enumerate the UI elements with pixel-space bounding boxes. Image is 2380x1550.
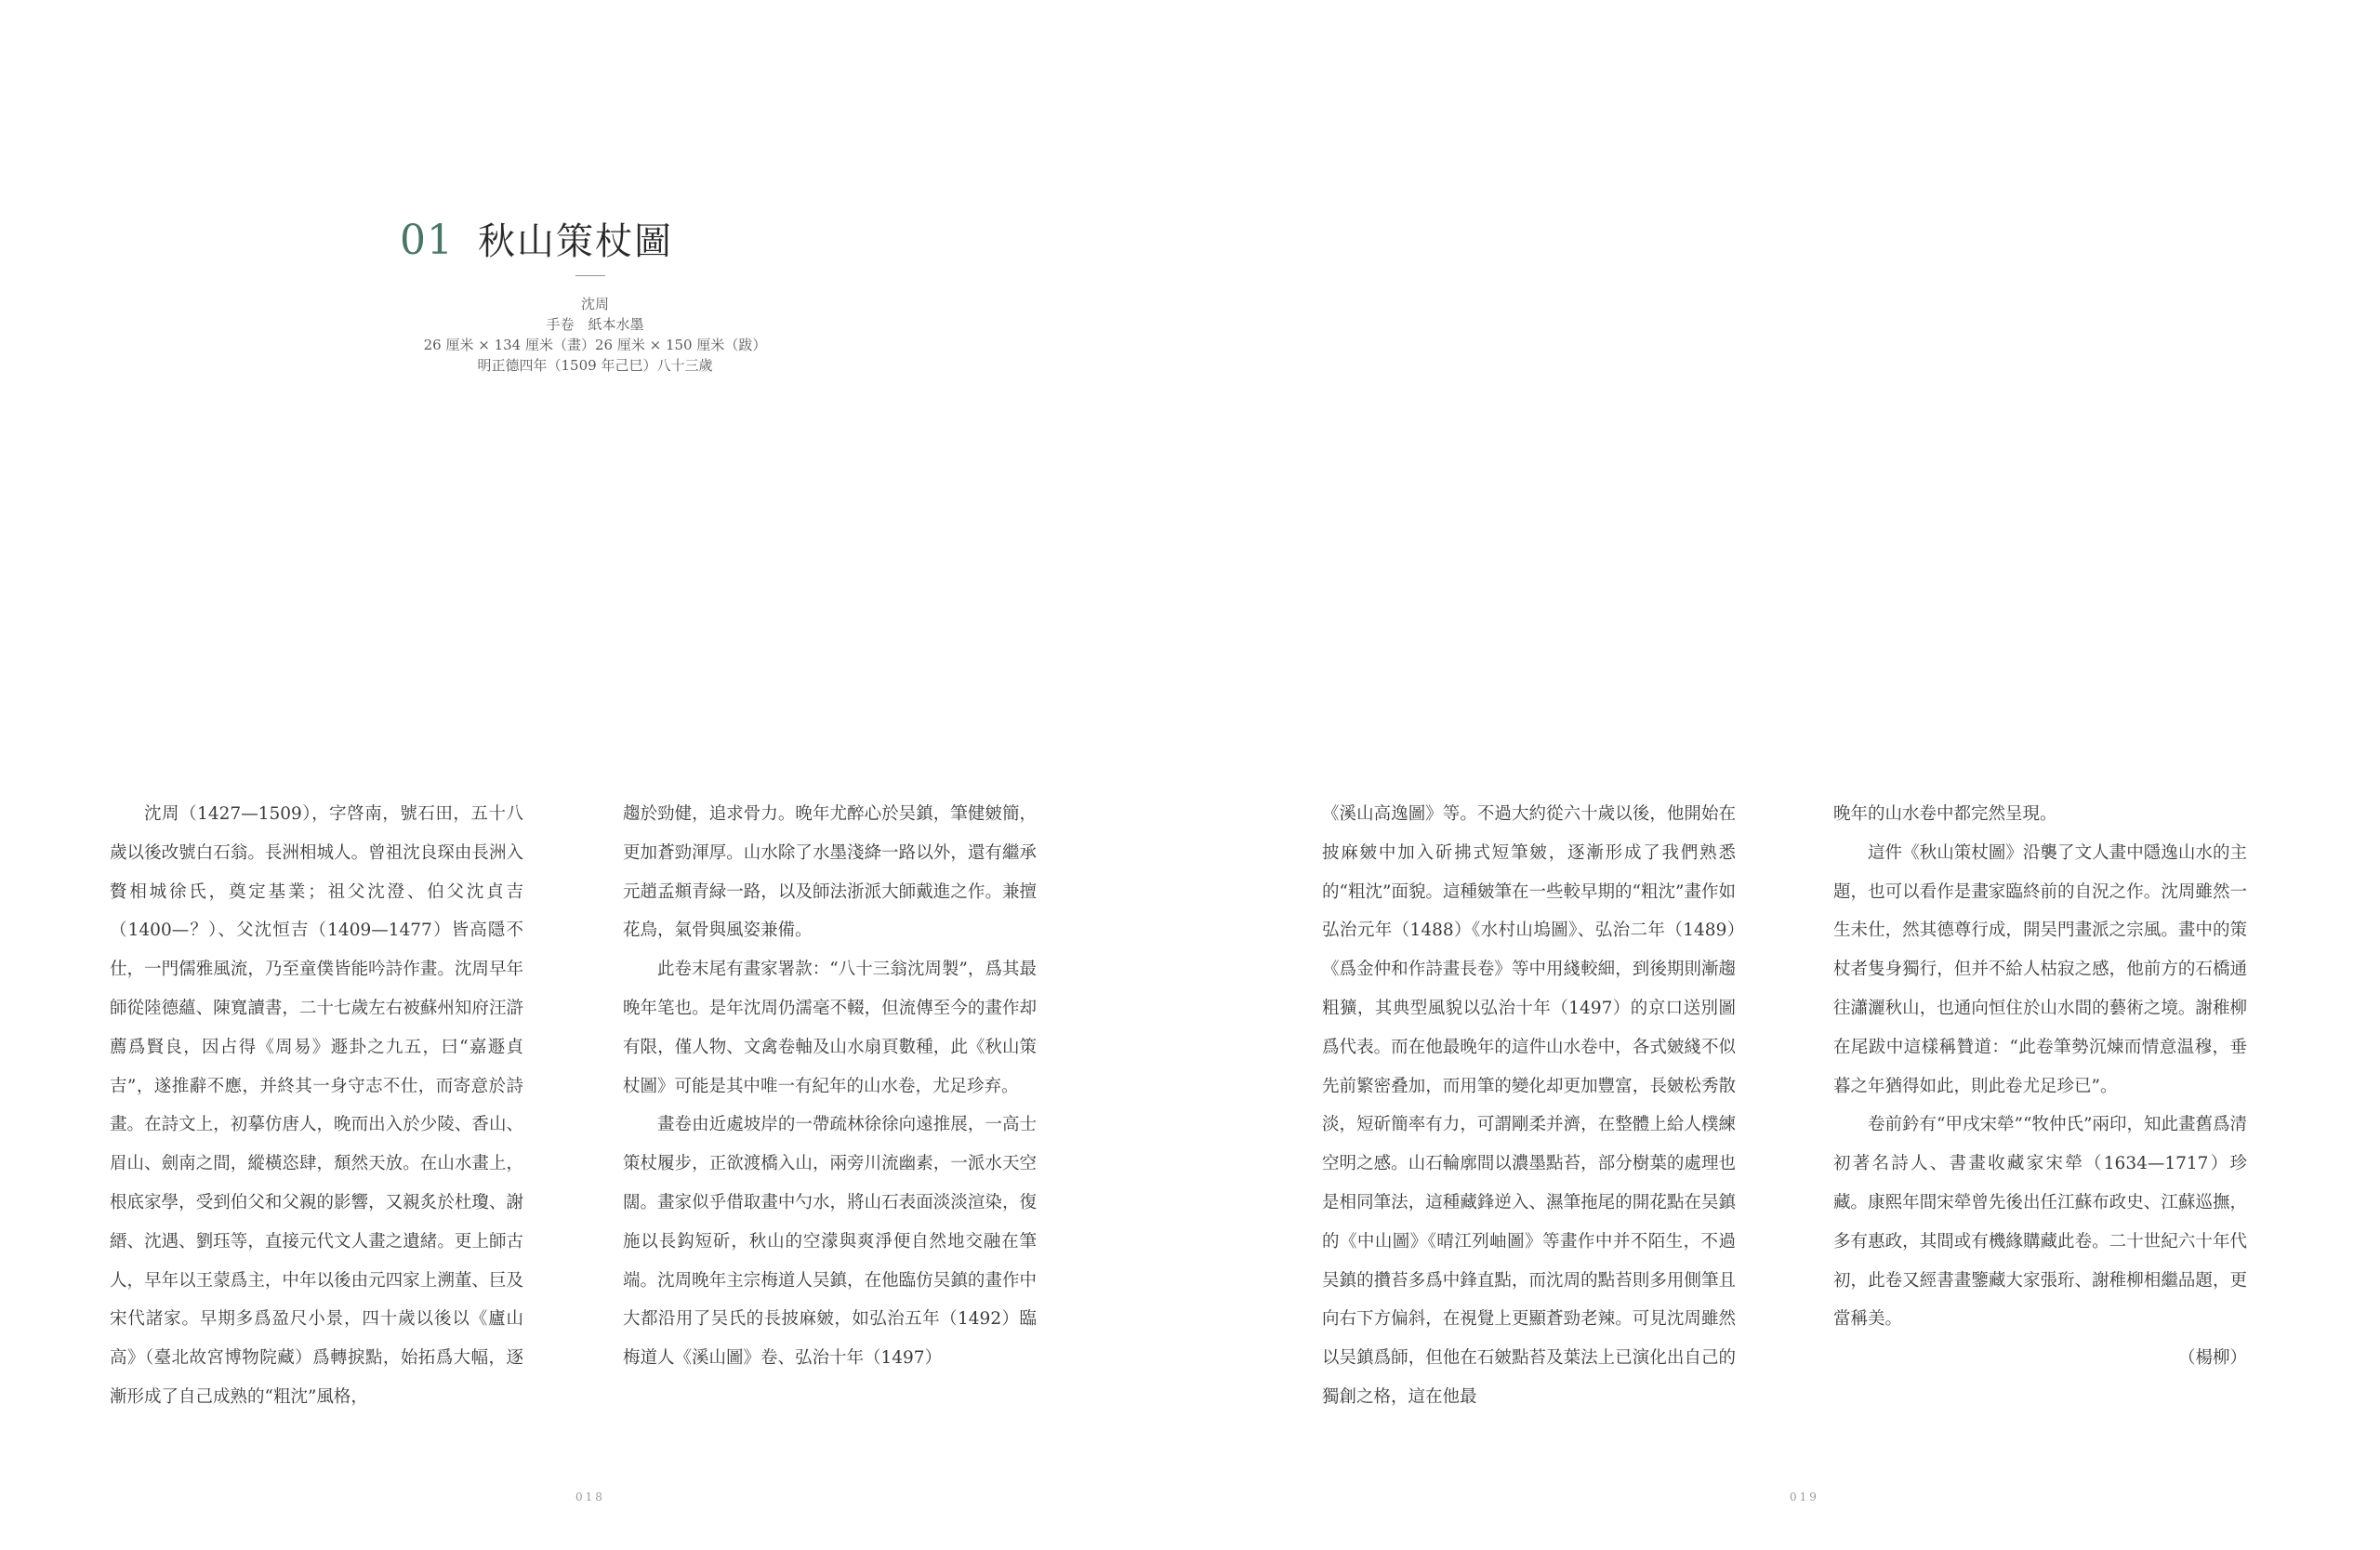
title-block — [400, 212, 790, 374]
text-column-3 — [1322, 795, 1736, 1417]
page-number-left: 018 — [575, 1490, 605, 1504]
paragraph: 畫卷由近處坡岸的一帶疏林徐徐向遠推展，一高士策杖履步，正欲渡橋入山，兩旁川流幽素，一派水天空闊。畫家似乎借取畫中勺水，將山石表面淡淡渲染，復施以長鈎短斫，秋山的空濛與爽淨便自然地交融在筆端。沈周晚年主宗梅道人吴鎮，在他臨仿吴鎮的畫作中大都沿用了吴氏的長披麻皴，如弘治五年（1492）臨梅道人《溪山圖》卷、弘治十年（1497） — [623, 1115, 1037, 1369]
text-column-2 — [623, 795, 1037, 1378]
text-column-1 — [110, 795, 523, 1417]
paragraph: 此卷末尾有畫家署款：“八十三翁沈周製”，爲其最晚年笔也。是年沈周仍濡毫不輟，但流傳至今的畫作却有限，僅人物、文禽卷軸及山水扇頁數種，此《秋山策杖圖》可能是其中唯一有紀年的山水卷，尤足珍弃。 — [623, 960, 1037, 1096]
meta-artist: 沈周 — [580, 296, 609, 312]
title-divider — [575, 275, 605, 276]
paragraph: 趨於勁健，追求骨力。晚年尤醉心於吴鎮，筆健皴簡，更加蒼勁渾厚。山水除了水墨淺絳一路以外，還有繼承元趙孟頫青緑一路，以及師法浙派大師戴進之作。兼擅花鳥，氣骨與風姿兼備。 — [623, 804, 1037, 941]
title-number: 01 — [400, 217, 454, 264]
paragraph: 晚年的山水卷中都完然呈現。 — [1833, 804, 2057, 824]
meta-dimensions: 26 厘米 × 134 厘米（畫）26 厘米 × 150 厘米（跋） — [423, 337, 767, 353]
page-number-right: 019 — [1790, 1490, 1819, 1504]
meta-date: 明正德四年（1509 年己巳）八十三歲 — [477, 357, 713, 374]
page-title: 秋山策杖圖 — [478, 220, 673, 263]
paragraph: 卷前鈐有“甲戌宋犖”“牧仲氏”兩印，知此畫舊爲清初著名詩人、書畫收藏家宋犖（1634—1717）珍藏。康熙年間宋犖曾先後出任江蘇布政史、江蘇巡撫，多有惠政，其間或有機緣購藏此卷。二十世紀六十年代初，此卷又經書畫鑒藏大家張珩、謝稚柳相繼品題，更當稱美。 — [1833, 1115, 2247, 1330]
title-line — [400, 212, 790, 265]
author-signature: （楊柳） — [2177, 1348, 2247, 1369]
artwork-meta — [400, 294, 790, 376]
meta-format: 手卷 紙本水墨 — [546, 316, 644, 333]
paragraph: 《溪山高逸圖》等。不過大約從六十歲以後，他開始在披麻皴中加入斫拂式短筆皴，逐漸形成了我們熟悉的“粗沈”面貌。這種皴筆在一些較早期的“粗沈”畫作如弘治元年（1488）《水村山塢圖》、弘治二年（1489）《爲金仲和作詩畫長卷》等中用綫較細，到後期則漸趨粗獷，其典型風貌以弘治十年（1497）的京口送別圖爲代表。而在他最晚年的這件山水卷中，各式皴綫不似先前繁密叠加，而用筆的變化却更加豐富，長皴松秀散淡，短斫簡率有力，可謂剛柔并濟，在整體上給人樸練空明之感。山石輪廓間以濃墨點苔，部分樹葉的處理也是相同筆法，這種藏鋒逆入、濕筆拖尾的開花點在吴鎮的《中山圖》《晴江列岫圖》等畫作中并不陌生，不過吴鎮的攢苔多爲中鋒直點，而沈周的點苔則多用側筆且向右下方偏斜，在視覺上更顯蒼勁老辣。可見沈周雖然以吴鎮爲師，但他在石皴點苔及葉法上已演化出自己的獨創之格，這在他最 — [1322, 804, 1736, 1407]
paragraph: 沈周（1427—1509），字啓南，號石田，五十八歲以後改號白石翁。長洲相城人。曾祖沈良琛由長洲入贅相城徐氏，奠定基業；祖父沈澄、伯父沈貞吉（1400—？）、父沈恒吉（1409—1477）皆高隱不仕，一門儒雅風流，乃至童僕皆能吟詩作畫。沈周早年師從陸德蘊、陳寬讀書，二十七歲左右被蘇州知府汪滸薦爲賢良，因占得《周易》遯卦之九五，曰“嘉遯貞吉”，遂推辭不應，并終其一身守志不仕，而寄意於詩畫。在詩文上，初摹仿唐人，晚而出入於少陵、香山、眉山、劍南之間，縱橫恣肆，頹然天放。在山水畫上，根底家學，受到伯父和父親的影響，又親炙於杜瓊、謝縉、沈遇、劉珏等，直接元代文人畫之遺緒。更上師古人，早年以王蒙爲主，中年以後由元四家上溯董、巨及宋代諸家。早期多爲盈尺小景，四十歲以後以《廬山高》（臺北故宮博物院藏）爲轉捩點，始拓爲大幅，逐漸形成了自己成熟的“粗沈”風格， — [110, 804, 523, 1407]
paragraph: 這件《秋山策杖圖》沿襲了文人畫中隱逸山水的主題，也可以看作是畫家臨終前的自況之作。沈周雖然一生未仕，然其德尊行成，開吴門畫派之宗風。畫中的策杖者隻身獨行，但并不給人枯寂之感，他前方的石橋通往瀟灑秋山，也通向恒住於山水間的藝術之境。謝稚柳在尾跋中這樣稱贊道：“此卷筆勢沉煉而情意温穆，垂暮之年猶得如此，則此卷尤足珍已”。 — [1833, 842, 2247, 1096]
text-column-4 — [1833, 795, 2247, 1378]
